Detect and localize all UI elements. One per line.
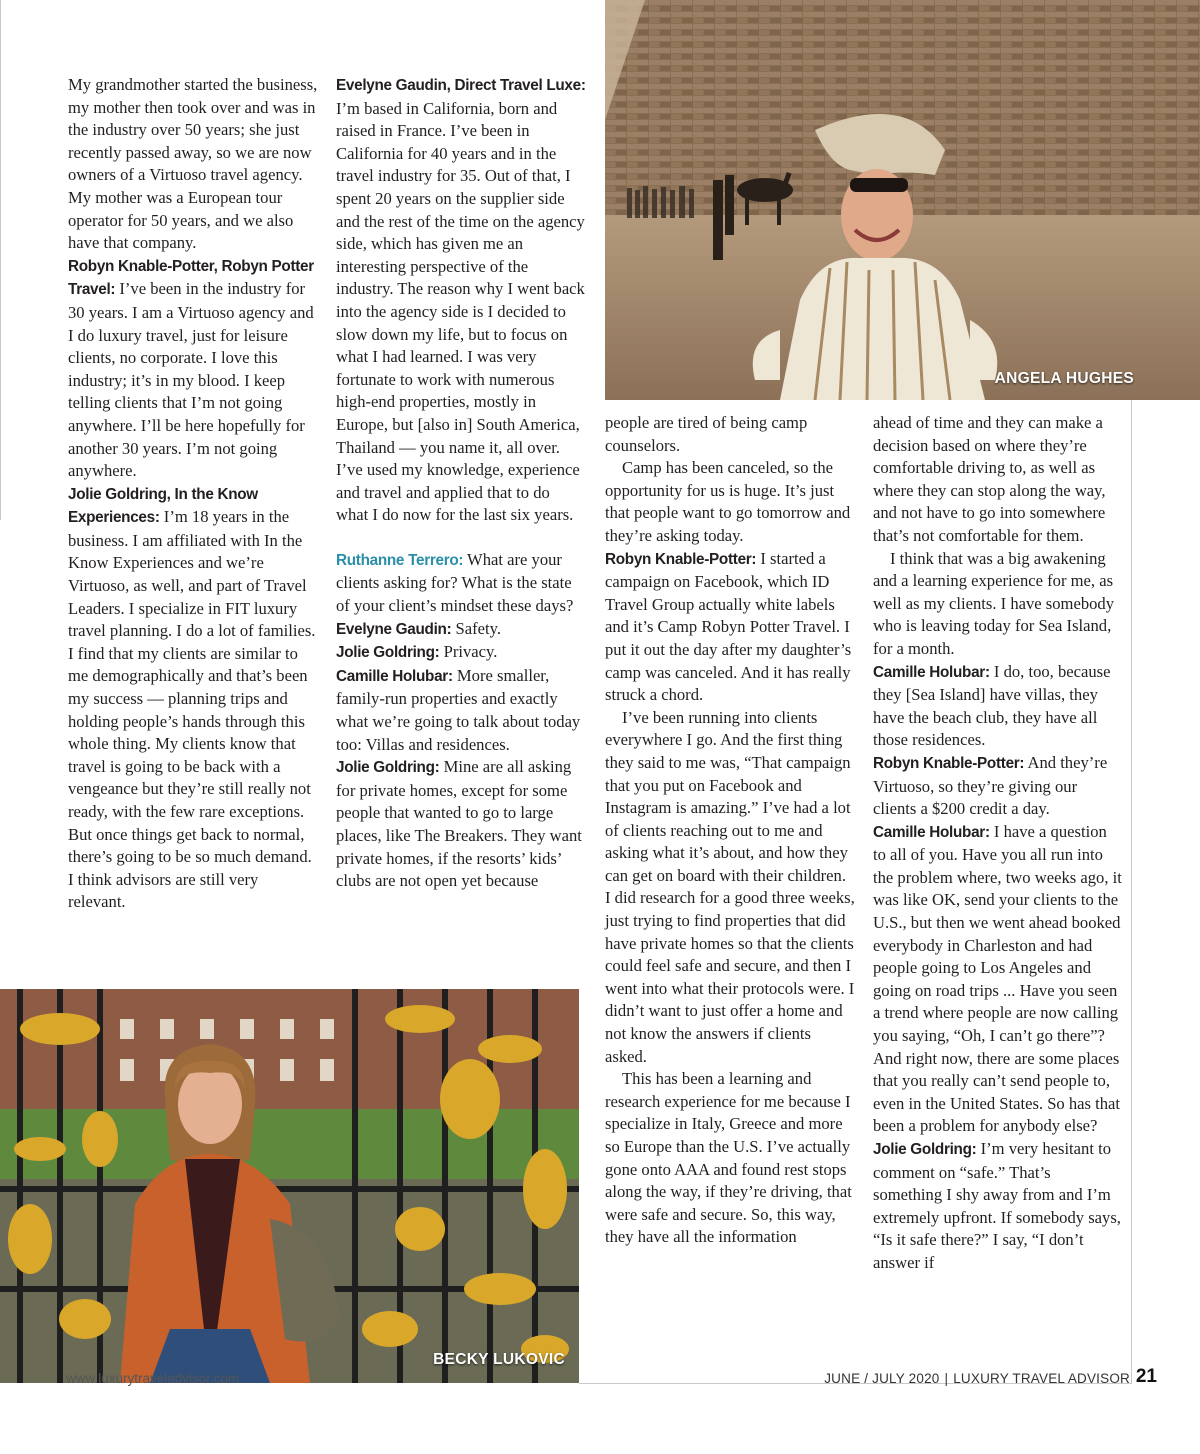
article-paragraph bbox=[605, 1068, 855, 1249]
article-paragraph bbox=[873, 821, 1123, 1138]
text-column-3 bbox=[605, 412, 855, 1249]
speaker-name: Jolie Goldring: bbox=[336, 759, 440, 777]
frame-rule-vertical bbox=[1131, 400, 1132, 1384]
footer-magazine-name: LUXURY TRAVEL ADVISOR bbox=[953, 1371, 1130, 1386]
text-column-4 bbox=[873, 412, 1123, 1275]
article-paragraph bbox=[68, 74, 318, 255]
article-paragraph bbox=[873, 1138, 1123, 1275]
paragraph-text: This has been a learning and research experience for me because I specialize in Italy, Greece and more so Europe than the U.S. I’ve actually gone onto AAA and found rest stops along the way, if they’re driving, that were safe and secure. So, this way, they have all the information bbox=[605, 1069, 852, 1247]
page-footer bbox=[0, 1366, 1200, 1396]
gate-photo-illustration bbox=[0, 989, 579, 1383]
article-paragraph bbox=[605, 707, 855, 1069]
article-paragraph bbox=[336, 74, 586, 527]
article-paragraph bbox=[605, 548, 855, 707]
article-paragraph bbox=[873, 548, 1123, 661]
text-column-1 bbox=[68, 74, 318, 914]
page-number: 21 bbox=[1135, 1366, 1157, 1387]
article-paragraph bbox=[68, 255, 318, 483]
paragraph-text: I have a question to all of you. Have you all run into the problem where, two weeks ago, it was like OK, send your clients to the U.S., but then we went ahead booked everybody in Charleston and had people going to Los Angeles and going on road trips ... Have you seen a trend where people are now calling you saying, “Oh, I can’t go there”? And right now, there are some places that you really can’t send people to, even in the United States. So has that been a problem for anybody else? bbox=[873, 821, 1122, 1136]
article-paragraph bbox=[873, 661, 1123, 752]
paragraph-text: ahead of time and they can make a decision based on where they’re comfortable driving to, as well as where they can stop along the way, and not have to go into somewhere that’s not comfortable for them. bbox=[873, 413, 1106, 545]
article-paragraph bbox=[68, 483, 318, 914]
speaker-name: Jolie Goldring, In the Know Experiences: bbox=[68, 485, 258, 527]
paragraph-text: Mine are all asking for private homes, except for some people that wanted to go to large places, like The Breakers. They want private homes, if the resorts’ kids’ clubs are not open yet because bbox=[336, 757, 582, 891]
article-paragraph bbox=[336, 665, 586, 756]
paragraph-text: I’m 18 years in the business. I am affiliated with In the Know Experiences and we’re Virtuoso, as well, and part of Travel Leaders. I specialize in FIT luxury travel planning. I do a lot of families. I find that my clients are similar to me demographically and that’s been my success — planning trips and holding people’s hands through this whole thing. My clients know that travel is going to be back with a vengeance but they’re still really not ready, with the few rare exceptions. But once things get back to normal, there’s going to be so much demand. I think advisors are still very relevant. bbox=[68, 507, 316, 912]
paragraph-text: I’ve been running into clients everywhere I go. And the first thing they said to me was, “That campaign that you put on Facebook and Instagram is amazing.” I’ve had a lot of clients reaching out to me and asking what it’s about, and how they can get on board with their children. I did research for a good three weeks, just trying to find properties that did have private homes so that the clients could feel safe and secure, and then I went into what their protocols were. I didn’t want to just offer a home and not know the answers if clients asked. bbox=[605, 707, 855, 1066]
speaker-name: Evelyne Gaudin, Direct Travel Luxe: bbox=[336, 77, 586, 94]
photo-credit-bottom: BECKY LUKOVIC bbox=[433, 1351, 565, 1368]
paragraph-text: My grandmother started the business, my mother then took over and was in the industry over 50 years; she just recently passed away, so we are now owners of a Virtuoso travel agency. My mother was a European tour operator for 50 years, and we also have that company. bbox=[68, 75, 318, 253]
paragraph-text: Privacy. bbox=[439, 642, 498, 662]
article-paragraph bbox=[336, 549, 586, 618]
moderator-name: Ruthanne Terrero: bbox=[336, 551, 464, 569]
footer-issue-date: JUNE / JULY 2020 bbox=[824, 1371, 940, 1386]
paragraph-text: I started a campaign on Facebook, which ID Travel Group actually white labels and it’s Camp Robyn Potter Travel. I put it out the day after my daughter’s camp was canceled. And it has really struck a chord. bbox=[605, 548, 852, 705]
article-paragraph bbox=[873, 412, 1123, 548]
article-paragraph bbox=[605, 457, 855, 547]
paragraph-text: people are tired of being camp counselors. bbox=[605, 413, 808, 455]
paragraph-text: I’m very hesitant to comment on “safe.” That’s something I shy away from and I’m extremely upfront. If somebody says, “Is it safe there?” I say, “I don’t answer if bbox=[873, 1139, 1121, 1272]
left-edge-rule bbox=[0, 0, 1, 520]
paragraph-text: What are your clients asking for? What is the state of your client’s mindset these days? bbox=[336, 549, 574, 616]
article-paragraph bbox=[605, 412, 855, 457]
article-paragraph bbox=[873, 752, 1123, 821]
article-paragraph bbox=[336, 618, 586, 642]
speaker-name: Robyn Knable-Potter: bbox=[605, 550, 757, 568]
pyramid-photo bbox=[605, 0, 1200, 400]
footer-url: www.luxurytraveladvisor.com bbox=[66, 1371, 240, 1386]
paragraph-text: I do, too, because they [Sea Island] have villas, they have the beach club, they have all those residences. bbox=[873, 661, 1111, 750]
footer-issue-info bbox=[824, 1371, 1130, 1386]
speaker-name: Robyn Knable-Potter, Robyn Potter Travel: bbox=[68, 257, 314, 299]
speaker-name: Jolie Goldring: bbox=[873, 1141, 977, 1158]
text-column-2 bbox=[336, 74, 586, 893]
paragraph-text: And they’re Virtuoso, so they’re giving our clients a $200 credit a day. bbox=[873, 752, 1108, 819]
pyramid-photo-illustration bbox=[605, 0, 1200, 400]
speaker-name: Camille Holubar: bbox=[336, 667, 453, 685]
paragraph-text: More smaller, family-run properties and exactly what we’re going to talk about today too: Villas and residences. bbox=[336, 665, 581, 754]
paragraph-text: I’ve been in the industry for 30 years. I am a Virtuoso agency and I do luxury travel, just for leisure clients, no corporate. I love this industry; it’s in my blood. I keep telling clients that I’m not going anywhere. I’ll be here hopefully for another 30 years. I’m not going anywhere. bbox=[68, 279, 314, 481]
speaker-name: Camille Holubar: bbox=[873, 823, 990, 841]
footer-separator: | bbox=[944, 1371, 949, 1386]
article-paragraph bbox=[336, 641, 586, 665]
speaker-name: Jolie Goldring: bbox=[336, 644, 440, 662]
article-paragraph bbox=[336, 756, 586, 893]
photo-credit-top: ANGELA HUGHES bbox=[994, 370, 1134, 387]
paragraph-text: I’m based in California, born and raised in France. I’ve been in California for 40 years and in the travel industry for 35. Out of that, I spent 20 years on the supplier side and the rest of the time on the agency side, which has given me an interesting perspective of the industry. The reason why I went back into the agency side is I decided to slow down my life, but to focus on what I had learned. I was very fortunate to work with numerous high-end properties, mostly in Europe, but [also in] South America, Thailand — you name it, all over. I’ve used my knowledge, experience and travel and applied that to do what I do now for the last six years. bbox=[336, 98, 585, 525]
speaker-name: Camille Holubar: bbox=[873, 663, 990, 681]
paragraph-text: Safety. bbox=[451, 618, 501, 638]
speaker-name: Robyn Knable-Potter: bbox=[873, 754, 1025, 772]
paragraph-text: Camp has been canceled, so the opportunity for us is huge. It’s just that people want to go tomorrow and they’re asking today. bbox=[605, 458, 851, 545]
gate-photo bbox=[0, 989, 579, 1383]
speaker-name: Evelyne Gaudin: bbox=[336, 620, 452, 638]
paragraph-text: I think that was a big awakening and a learning experience for me, as well as my clients. I have somebody who is leaving today for Sea Island, for a month. bbox=[873, 548, 1115, 658]
